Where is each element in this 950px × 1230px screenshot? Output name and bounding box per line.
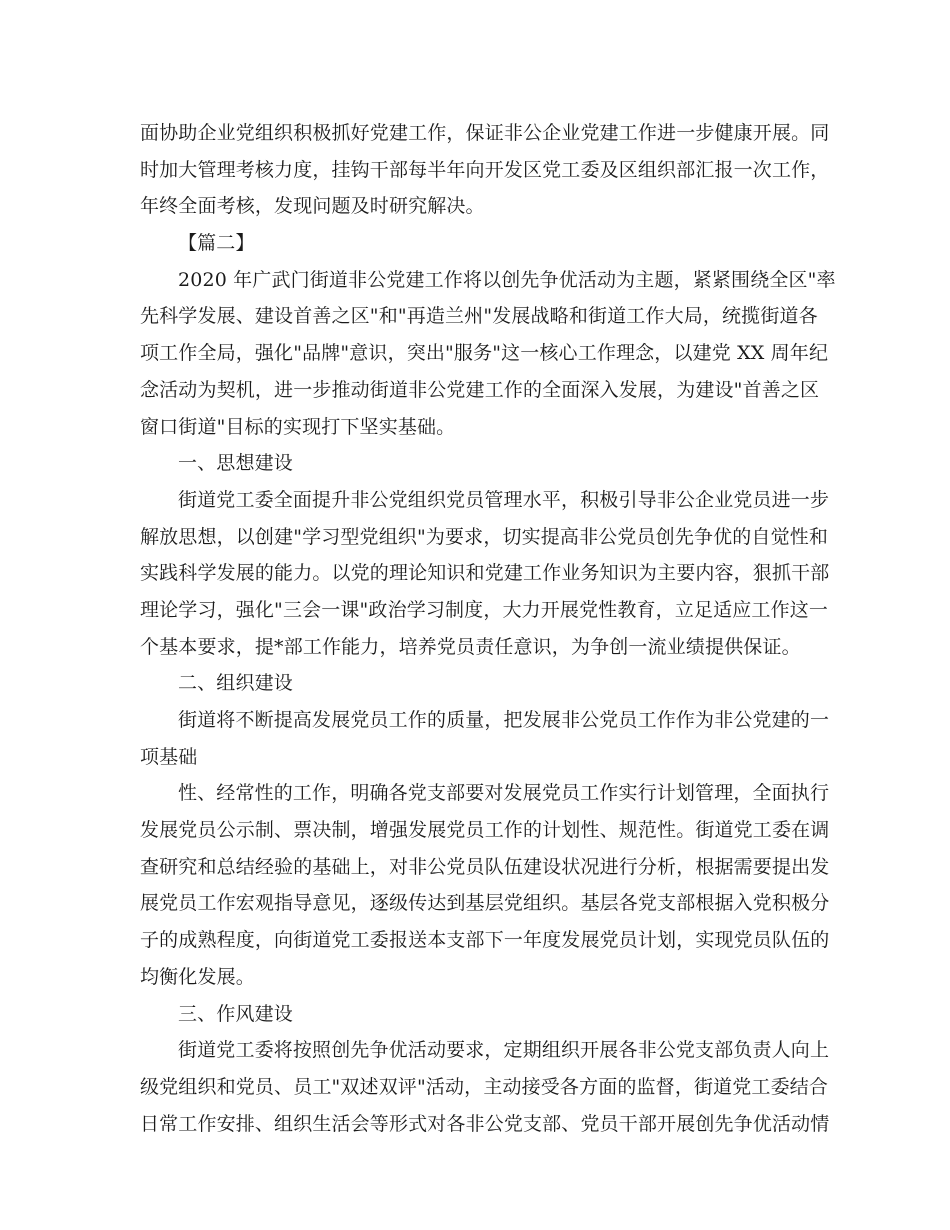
paragraph-line: 级党组织和党员、员工"双述双评"活动，主动接受各方面的监督，街道党工委结合 [140,1075,829,1098]
paragraph-line: 街道将不断提高发展党员工作的质量，把发展非公党员工作作为非公党建的一 [178,709,830,731]
paragraph-line: 念活动为契机，进一步推动街道非公党建工作的全面深入发展，为建设"首善之区 [140,378,820,401]
paragraph-line: 街道党工委全面提升非公党组织党员管理水平，积极引导非公企业党员进一步 [178,488,830,511]
paragraph-line: 子的成熟程度，向街道党工委报送本支部下一年度发展党员计划，实现党员队伍的 [140,929,830,952]
paragraph-line: 展党员工作宏观指导意见，逐级传达到基层党组织。基层各党支部根据入党积极分 [140,892,830,915]
paragraph-line: 性、经常性的工作，明确各党支部要对发展党员工作实行计划管理，全面执行 [178,782,830,805]
section-heading-part-two: 【篇二】 [178,232,255,255]
paragraph-line: 2020 年广武门街道非公党建工作将以创先争优活动为主题，紧紧围绕全区"率 [178,268,836,291]
paragraph-line: 面协助企业党组织积极抓好党建工作，保证非公企业党建工作进一步健康开展。同 [140,122,830,144]
paragraph-line: 项基础 [140,745,198,768]
paragraph-line: 均衡化发展。 [140,965,255,988]
paragraph-line: 发展党员公示制、票决制，增强发展党员工作的计划性、规范性。街道党工委在调 [140,819,830,842]
paragraph-line: 个基本要求，提*部工作能力，培养党员责任意识，为争创一流业绩提供保证。 [140,635,801,658]
document-page [140,118,836,1145]
paragraph-line: 日常工作安排、组织生活会等形式对各非公党支部、党员干部开展创先争优活动情 [140,1112,830,1135]
paragraph-line: 街道党工委将按照创先争优活动要求，定期组织开展各非公党支部负责人向上 [178,1039,830,1062]
paragraph-line: 时加大管理考核力度，挂钩干部每半年向开发区党工委及区组织部汇报一次工作， [140,158,830,181]
section-heading-work-style: 三、作风建设 [178,1002,293,1025]
paragraph-line: 实践科学发展的能力。以党的理论知识和党建工作业务知识为主要内容，狠抓干部 [140,562,830,585]
section-heading-ideology: 一、思想建设 [178,452,293,475]
paragraph-line: 理论学习，强化"三会一课"政治学习制度，大力开展党性教育，立足适应工作这一 [140,598,829,621]
paragraph-line: 项工作全局，强化"品牌"意识，突出"服务"这一核心工作理念，以建党 XX 周年纪 [140,342,829,365]
paragraph-line: 先科学发展、建设首善之区"和"再造兰州"发展战略和街道工作大局，统揽街道各 [140,305,818,328]
paragraph-line: 窗口街道"目标的实现打下坚实基础。 [140,415,456,438]
section-heading-organization: 二、组织建设 [178,672,293,695]
paragraph-line: 查研究和总结经验的基础上，对非公党员队伍建设状况进行分析，根据需要提出发 [140,855,830,878]
paragraph-line: 年终全面考核，发现问题及时研究解决。 [140,195,485,218]
paragraph-line: 解放思想，以创建"学习型党组织"为要求，切实提高非公党员创先争优的自觉性和 [140,525,829,548]
